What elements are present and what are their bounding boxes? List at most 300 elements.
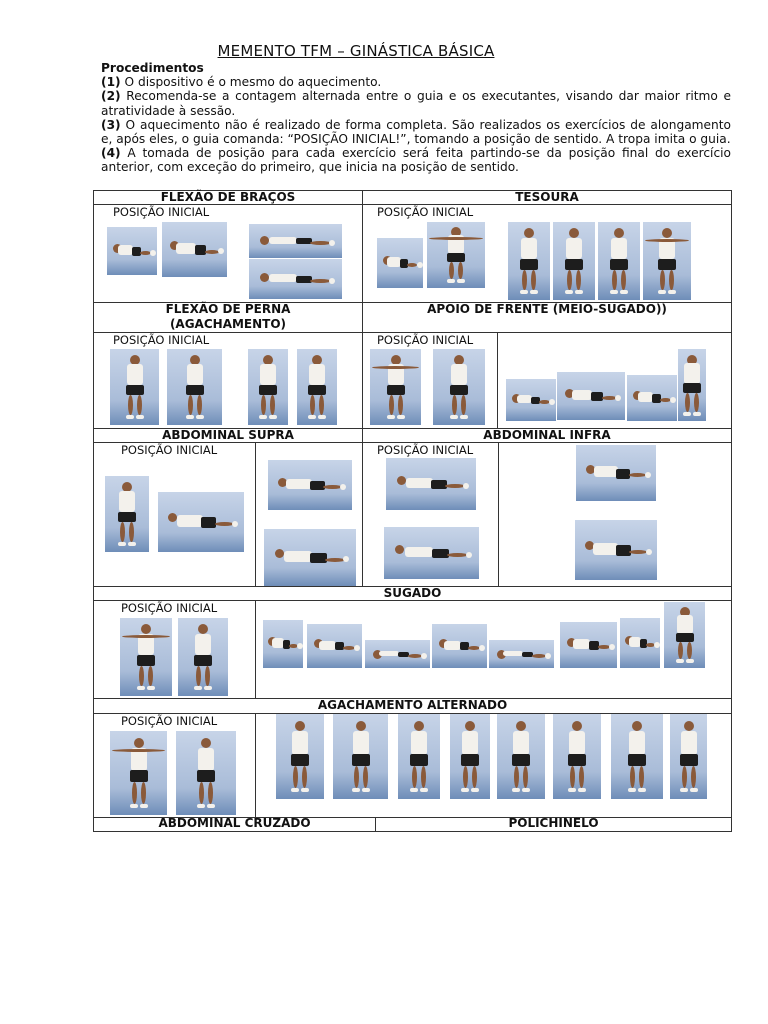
figure-shape [514, 766, 519, 788]
initial-position-label: POSIÇÃO INICIAL [377, 205, 474, 219]
figure-shape [387, 415, 395, 419]
exercise-photo [670, 714, 707, 799]
figure-shape [460, 415, 468, 419]
exercise-photo [627, 375, 677, 421]
figure-shape [676, 633, 694, 642]
exercise-photo [611, 714, 663, 799]
figure-shape [122, 635, 170, 638]
exercise-photo [120, 618, 172, 696]
figure-shape [594, 466, 618, 477]
figure-shape [177, 515, 203, 527]
page-title: MEMENTO TFM – GINÁSTICA BÁSICA [217, 42, 495, 60]
figure-shape [310, 279, 330, 283]
figure-shape [447, 279, 455, 283]
figure-shape [286, 479, 311, 489]
figure-shape [204, 686, 212, 690]
figure-shape [576, 270, 581, 290]
header-flexao-perna: FLEXÃO DE PERNA (AGACHAMENTO) [165, 302, 291, 331]
figure-shape [150, 250, 156, 256]
figure-shape [260, 273, 269, 282]
figure-shape [629, 637, 641, 647]
figure-shape [141, 624, 151, 634]
figure-shape [397, 415, 405, 419]
exercise-photo [162, 222, 227, 277]
figure-shape [461, 788, 469, 792]
figure-shape [512, 788, 520, 792]
figure-shape [628, 754, 646, 766]
figure-shape [196, 666, 201, 686]
figure-shape [621, 270, 626, 290]
figure-shape [691, 766, 696, 788]
figure-shape [208, 782, 213, 804]
figure-shape [126, 385, 144, 396]
figure-shape [186, 385, 204, 396]
figure-shape [452, 395, 457, 415]
figure-shape [343, 556, 349, 562]
exercise-photo [333, 714, 388, 799]
figure-shape [566, 238, 582, 260]
figure-shape [297, 643, 303, 649]
figure-shape [128, 395, 133, 415]
figure-shape [120, 522, 125, 542]
exercise-photo [176, 731, 236, 815]
figure-shape [684, 721, 694, 731]
initial-position-label: POSIÇÃO INICIAL [113, 205, 210, 219]
figure-shape [610, 259, 628, 270]
figure-shape [654, 642, 660, 648]
figure-shape [645, 239, 689, 242]
figure-shape [340, 484, 346, 490]
exercise-photo [398, 714, 440, 799]
figure-shape [134, 738, 144, 748]
figure-shape [389, 395, 394, 415]
figure-shape [429, 237, 483, 240]
figure-shape [323, 485, 341, 489]
figure-shape [302, 766, 307, 788]
figure-shape [197, 804, 205, 808]
exercise-photo [433, 349, 485, 425]
figure-shape [447, 253, 465, 262]
table-rule [362, 428, 363, 586]
figure-shape [520, 290, 528, 294]
figure-shape [118, 542, 126, 546]
exercise-photo [450, 714, 490, 799]
exercise-photo [386, 458, 476, 510]
figure-shape [682, 766, 687, 788]
figure-shape [629, 731, 645, 755]
figure-shape [198, 748, 214, 772]
header-abdominal-cruzado: ABDOMINAL CRUZADO [158, 816, 311, 830]
figure-shape [205, 666, 210, 686]
figure-shape [118, 245, 133, 255]
exercise-photo [167, 349, 222, 425]
figure-shape [568, 788, 576, 792]
initial-position-label: POSIÇÃO INICIAL [121, 443, 218, 457]
figure-shape [549, 399, 555, 405]
figure-shape [139, 666, 144, 686]
figure-shape [503, 651, 523, 657]
figure-shape [353, 731, 369, 755]
figure-shape [685, 393, 690, 412]
exercise-photo [553, 222, 595, 300]
exercise-photo [560, 622, 617, 668]
figure-shape [660, 270, 665, 290]
exercise-photo [497, 714, 545, 799]
figure-shape [269, 274, 297, 282]
figure-shape [569, 731, 585, 755]
figure-shape [352, 754, 370, 766]
figure-shape [620, 290, 628, 294]
exercise-photo [427, 222, 485, 288]
table-rule [497, 332, 498, 428]
header-flexao-bracos: FLEXÃO DE BRAÇOS [160, 190, 296, 204]
figure-shape [658, 290, 666, 294]
figure-shape [457, 279, 465, 283]
exercise-photo [297, 349, 337, 425]
figure-shape [610, 290, 618, 294]
figure-shape [411, 731, 427, 755]
figure-shape [432, 549, 449, 558]
figure-shape [291, 754, 309, 766]
figure-shape [628, 788, 636, 792]
figure-shape [421, 766, 426, 788]
figure-shape [284, 551, 312, 562]
header-sugado: SUGADO [383, 586, 442, 600]
figure-shape [420, 788, 428, 792]
figure-shape [261, 395, 266, 415]
figure-shape [308, 415, 316, 419]
figure-shape [565, 259, 583, 270]
procedure-item-1: (1) O dispositivo é o mesmo do aquecimento. [101, 75, 382, 90]
figure-shape [176, 243, 196, 254]
figure-shape [310, 395, 315, 415]
exercise-photo [268, 460, 352, 510]
header-apoio-frente: APOIO DE FRENTE (MEIO-SUGADO)) [427, 302, 667, 316]
figure-shape [450, 415, 458, 419]
figure-shape [319, 395, 324, 415]
figure-shape [668, 290, 676, 294]
figure-shape [269, 415, 277, 419]
exercise-photo [365, 640, 430, 668]
figure-shape [301, 788, 309, 792]
figure-shape [260, 236, 269, 245]
figure-shape [259, 415, 267, 419]
exercise-photo [678, 349, 706, 421]
figure-shape [444, 641, 461, 650]
figure-shape [293, 766, 298, 788]
figure-shape [445, 484, 465, 488]
figure-shape [319, 641, 336, 650]
figure-shape [575, 290, 583, 294]
figure-shape [196, 415, 204, 419]
figure-shape [530, 290, 538, 294]
figure-shape [218, 248, 224, 254]
exercise-photo [249, 259, 342, 299]
figure-shape [632, 721, 642, 731]
figure-shape [573, 639, 590, 648]
figure-shape [451, 364, 467, 385]
figure-shape [681, 731, 697, 755]
figure-shape [683, 383, 701, 393]
exercise-photo [248, 349, 288, 425]
figure-shape [141, 782, 146, 804]
figure-shape [479, 645, 485, 651]
exercise-photo [307, 624, 362, 668]
exercise-photo [264, 529, 356, 586]
table-border [93, 190, 94, 832]
figure-shape [260, 364, 276, 385]
procedure-item-3: (3) O aquecimento não é realizado de forma completa. São realizados os exercícios de alongamento e, após eles, o guia comanda: “POSIÇÃO INICIAL!”, tomando a posição de sentido. A tropa imita o guia. [101, 117, 731, 147]
figure-shape [295, 721, 305, 731]
figure-shape [407, 263, 417, 267]
figure-shape [292, 731, 308, 755]
figure-shape [198, 624, 208, 634]
procedures-section [101, 61, 731, 175]
figure-shape [684, 363, 700, 383]
figure-shape [545, 653, 551, 659]
figure-shape [565, 290, 573, 294]
figure-shape [329, 240, 335, 246]
figure-shape [466, 552, 472, 558]
table-rule [93, 831, 732, 832]
figure-shape [387, 385, 405, 396]
exercise-photo [598, 222, 640, 300]
figure-shape [678, 642, 683, 659]
exercise-photo [557, 372, 625, 420]
figure-shape [387, 257, 401, 267]
figure-shape [521, 238, 537, 260]
figure-shape [465, 721, 475, 731]
header-agachamento-alternado: AGACHAMENTO ALTERNADO [317, 698, 508, 712]
figure-shape [629, 473, 647, 477]
figure-shape [524, 228, 534, 238]
figure-shape [291, 788, 299, 792]
exercise-photo [249, 224, 342, 258]
figure-shape [270, 395, 275, 415]
table-border [731, 190, 732, 832]
figure-shape [615, 395, 621, 401]
figure-shape [612, 270, 617, 290]
exercise-photo [432, 624, 487, 668]
header-tesoura: TESOURA [515, 190, 579, 204]
figure-shape [694, 393, 699, 412]
figure-shape [126, 415, 134, 419]
figure-shape [309, 364, 325, 385]
figure-shape [662, 228, 672, 238]
figure-shape [568, 754, 586, 766]
exercise-photo [105, 476, 149, 552]
exercise-photo [384, 527, 479, 579]
figure-shape [406, 478, 433, 488]
figure-shape [630, 766, 635, 788]
figure-shape [405, 547, 434, 557]
figure-shape [463, 483, 469, 489]
table-rule [255, 600, 256, 698]
figure-shape [567, 270, 572, 290]
figure-shape [130, 804, 138, 808]
exercise-photo [576, 445, 656, 501]
figure-shape [147, 686, 155, 690]
figure-shape [645, 472, 651, 478]
exercise-photo [643, 222, 691, 300]
initial-position-label: POSIÇÃO INICIAL [377, 443, 474, 457]
figure-shape [658, 259, 676, 270]
exercise-photo [553, 714, 601, 799]
exercise-photo [263, 620, 303, 668]
figure-shape [417, 262, 423, 268]
figure-shape [195, 245, 207, 255]
figure-shape [572, 390, 592, 400]
initial-position-label: POSIÇÃO INICIAL [121, 601, 218, 615]
figure-shape [136, 415, 144, 419]
figure-shape [119, 491, 135, 512]
figure-shape [362, 788, 370, 792]
figure-shape [570, 766, 575, 788]
header-abdominal-infra: ABDOMINAL INFRA [483, 428, 611, 442]
figure-shape [140, 804, 148, 808]
figure-shape [410, 788, 418, 792]
figure-shape [215, 522, 234, 526]
figure-shape [137, 655, 155, 666]
exercise-photo [110, 731, 167, 815]
figure-shape [676, 659, 684, 663]
figure-shape [471, 788, 479, 792]
figure-shape [614, 228, 624, 238]
figure-shape [683, 412, 691, 416]
table-rule [255, 713, 256, 817]
figure-shape [449, 262, 454, 279]
figure-shape [272, 638, 284, 648]
figure-shape [318, 415, 326, 419]
figure-shape [137, 686, 145, 690]
exercise-photo [508, 222, 550, 300]
figure-shape [201, 738, 211, 748]
figure-shape [522, 788, 530, 792]
figure-shape [421, 653, 427, 659]
figure-shape [379, 651, 399, 657]
figure-shape [670, 397, 676, 403]
figure-shape [195, 634, 211, 656]
figure-shape [398, 395, 403, 415]
figure-shape [447, 553, 468, 557]
figure-shape [372, 366, 419, 369]
figure-shape [639, 766, 644, 788]
figure-shape [531, 270, 536, 290]
figure-shape [677, 615, 693, 633]
figure-shape [410, 754, 428, 766]
figure-shape [395, 545, 404, 554]
figure-shape [201, 517, 216, 528]
figure-shape [517, 395, 532, 403]
figure-shape [463, 766, 468, 788]
figure-shape [207, 804, 215, 808]
exercise-photo [506, 379, 556, 421]
figure-shape [578, 788, 586, 792]
header-polichinelo: POLICHINELO [508, 816, 599, 830]
exercise-photo [489, 640, 554, 668]
figure-shape [197, 770, 215, 782]
figure-shape [137, 395, 142, 415]
figure-shape [363, 766, 368, 788]
figure-shape [186, 415, 194, 419]
figure-shape [397, 476, 406, 485]
figure-shape [693, 412, 701, 416]
exercise-photo [377, 238, 423, 288]
figure-shape [187, 364, 203, 385]
procedures-heading: Procedimentos [101, 61, 204, 75]
figure-shape [325, 558, 345, 562]
figure-shape [308, 385, 326, 396]
figure-shape [513, 731, 529, 755]
figure-shape [472, 766, 477, 788]
figure-shape [356, 721, 366, 731]
figure-shape [687, 642, 692, 659]
exercise-photo [276, 714, 324, 799]
figure-shape [259, 385, 277, 396]
figure-shape [523, 766, 528, 788]
figure-shape [129, 522, 134, 542]
figure-shape [414, 721, 424, 731]
figure-shape [461, 754, 479, 766]
figure-shape [669, 270, 674, 290]
figure-shape [680, 754, 698, 766]
figure-shape [354, 766, 359, 788]
figure-shape [199, 782, 204, 804]
figure-shape [690, 788, 698, 792]
initial-position-label: POSIÇÃO INICIAL [121, 714, 218, 728]
figure-shape [458, 262, 463, 279]
header-abdominal-supra: ABDOMINAL SUPRA [162, 428, 294, 442]
figure-shape [127, 364, 143, 385]
figure-shape [148, 666, 153, 686]
exercise-photo [158, 492, 244, 552]
figure-shape [310, 241, 330, 245]
initial-position-label: POSIÇÃO INICIAL [377, 333, 474, 347]
figure-shape [412, 766, 417, 788]
procedure-item-2: (2) Recomenda-se a contagem alternada entre o guia e os executantes, visando dar maior ritmo e atratividade à sessão. [101, 89, 731, 118]
figure-shape [629, 550, 647, 554]
figure-shape [572, 721, 582, 731]
exercise-photo [178, 618, 228, 696]
table-rule [255, 442, 256, 586]
figure-shape [352, 788, 360, 792]
figure-shape [686, 659, 694, 663]
figure-shape [194, 655, 212, 666]
figure-shape [130, 770, 148, 782]
figure-shape [132, 782, 137, 804]
figure-shape [462, 731, 478, 755]
figure-shape [512, 754, 530, 766]
table-rule [498, 442, 499, 586]
figure-shape [275, 549, 284, 558]
figure-shape [611, 238, 627, 260]
figure-shape [569, 228, 579, 238]
exercise-photo [575, 520, 657, 580]
figure-shape [197, 395, 202, 415]
figure-shape [522, 270, 527, 290]
exercise-photo [370, 349, 421, 425]
exercise-photo [107, 227, 157, 275]
exercise-photo [110, 349, 159, 425]
initial-position-label: POSIÇÃO INICIAL [113, 333, 210, 347]
figure-shape [329, 278, 335, 284]
figure-shape [680, 788, 688, 792]
figure-shape [450, 385, 468, 396]
figure-shape [194, 686, 202, 690]
exercise-photo [620, 618, 660, 668]
figure-shape [579, 766, 584, 788]
figure-shape [516, 721, 526, 731]
